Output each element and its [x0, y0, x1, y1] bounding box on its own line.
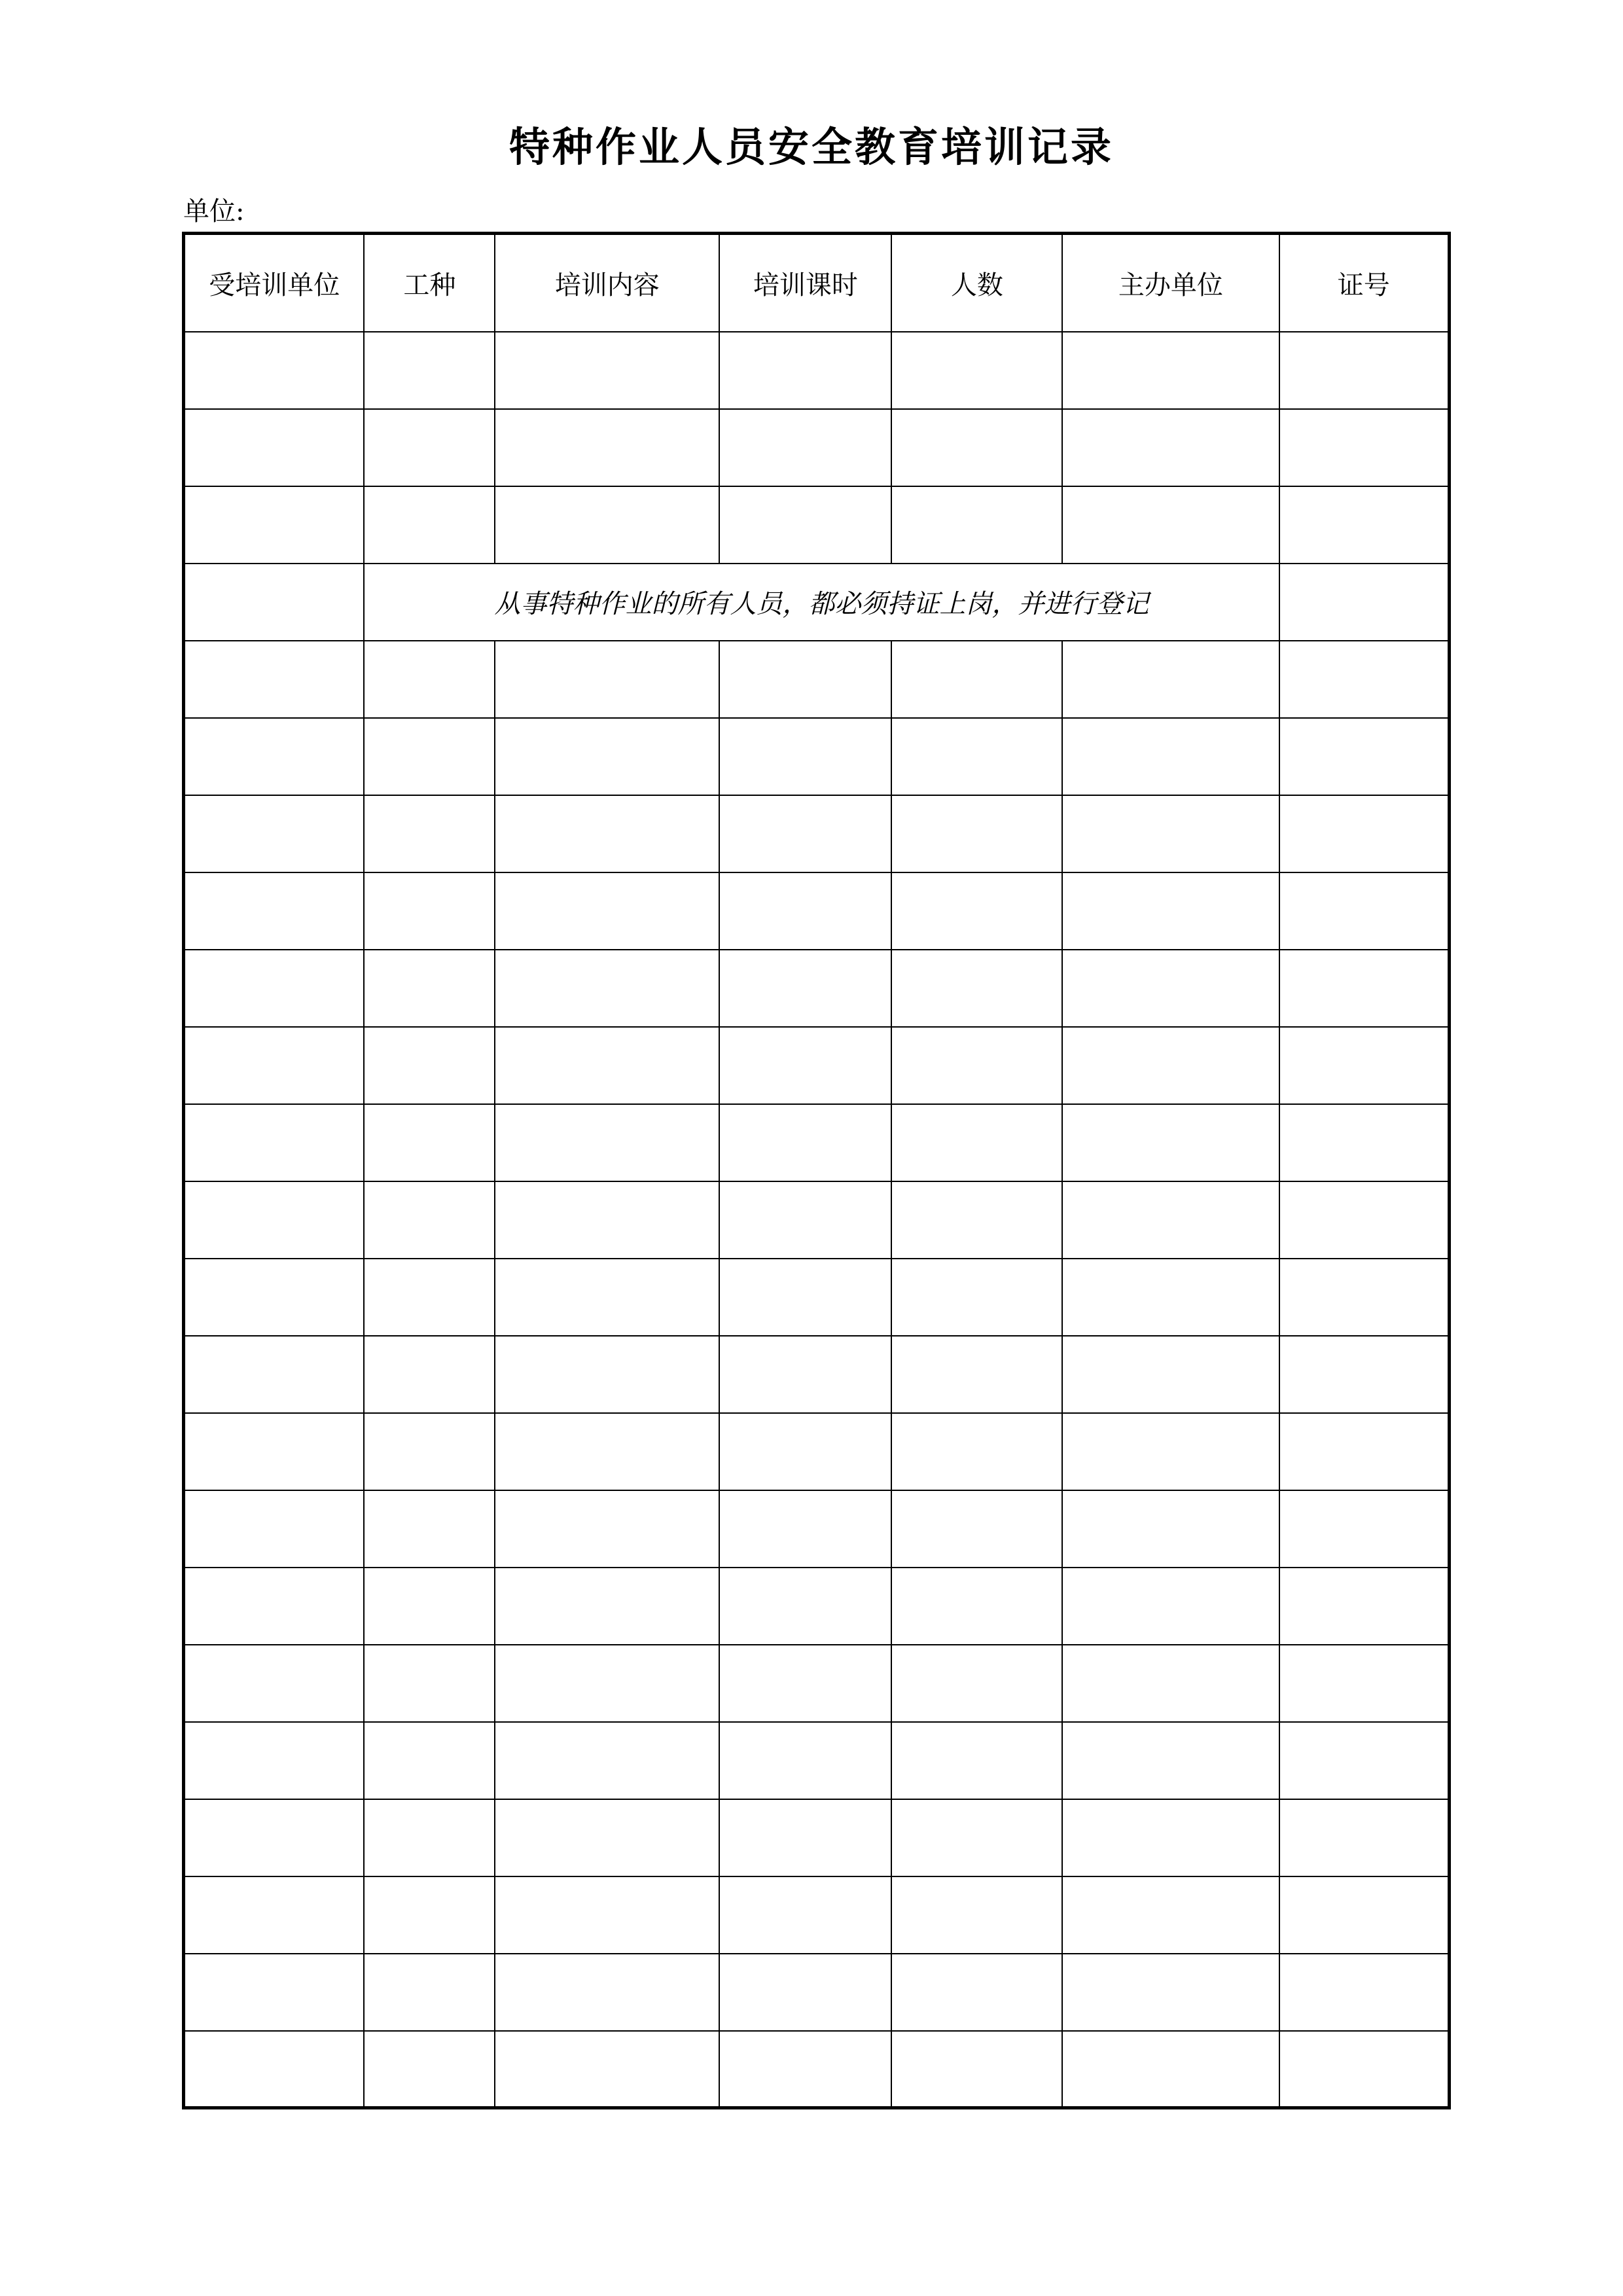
header-headcount: 人数	[891, 234, 1062, 332]
table-cell[interactable]	[1279, 486, 1450, 564]
table-cell[interactable]	[891, 1181, 1062, 1259]
table-cell[interactable]	[891, 332, 1062, 409]
table-cell[interactable]	[1279, 1490, 1450, 1568]
table-cell[interactable]	[719, 1259, 891, 1336]
table-cell[interactable]	[495, 1181, 719, 1259]
table-cell[interactable]	[495, 2031, 719, 2108]
table-cell[interactable]	[1279, 950, 1450, 1027]
table-cell[interactable]	[184, 1413, 365, 1490]
table-row	[184, 872, 1450, 950]
table-cell[interactable]	[364, 641, 495, 718]
table-row	[184, 332, 1450, 409]
table-cell[interactable]	[1279, 718, 1450, 795]
table-row	[184, 1490, 1450, 1568]
table-cell[interactable]	[1279, 1645, 1450, 1722]
table-cell[interactable]	[184, 564, 365, 641]
table-cell[interactable]	[184, 641, 365, 718]
table-cell[interactable]	[1279, 641, 1450, 718]
table-cell[interactable]	[1062, 332, 1279, 409]
table-cell[interactable]	[364, 1027, 495, 1104]
table-cell[interactable]	[1062, 1413, 1279, 1490]
table-row	[184, 1799, 1450, 1876]
table-cell[interactable]	[364, 1954, 495, 2031]
table-cell[interactable]	[495, 1799, 719, 1876]
table-cell[interactable]	[1279, 409, 1450, 486]
table-cell[interactable]	[495, 1027, 719, 1104]
table-cell[interactable]	[1062, 1799, 1279, 1876]
table-cell[interactable]	[719, 1181, 891, 1259]
table-cell[interactable]	[719, 718, 891, 795]
table-cell[interactable]	[891, 1259, 1062, 1336]
table-cell[interactable]	[719, 2031, 891, 2108]
table-cell[interactable]	[891, 1722, 1062, 1799]
table-cell[interactable]	[1062, 1645, 1279, 1722]
table-cell[interactable]	[1062, 795, 1279, 872]
header-certificate-no: 证号	[1279, 234, 1450, 332]
table-cell[interactable]	[1279, 795, 1450, 872]
table-cell[interactable]	[1062, 409, 1279, 486]
table-row	[184, 1722, 1450, 1799]
table-cell[interactable]	[1279, 1027, 1450, 1104]
table-cell[interactable]	[1062, 1876, 1279, 1954]
table-cell[interactable]	[1062, 1954, 1279, 2031]
table-cell[interactable]	[184, 1799, 365, 1876]
table-cell[interactable]	[184, 1722, 365, 1799]
table-cell[interactable]	[495, 718, 719, 795]
table-cell[interactable]	[1279, 564, 1450, 641]
header-trainee-unit: 受培训单位	[184, 234, 365, 332]
table-row	[184, 1568, 1450, 1645]
table-cell[interactable]	[495, 795, 719, 872]
table-cell[interactable]	[1279, 1259, 1450, 1336]
table-cell[interactable]	[184, 1259, 365, 1336]
table-cell[interactable]	[1062, 1259, 1279, 1336]
page-title: 特种作业人员安全教育培训记录	[508, 123, 1114, 171]
table-row	[184, 1645, 1450, 1722]
table-cell[interactable]	[495, 641, 719, 718]
table-cell[interactable]	[891, 872, 1062, 950]
table-cell[interactable]	[719, 641, 891, 718]
table-cell[interactable]	[184, 950, 365, 1027]
training-record-table	[182, 232, 1451, 2109]
table-row	[184, 641, 1450, 718]
table-cell[interactable]	[184, 1954, 365, 2031]
table-cell[interactable]	[364, 1181, 495, 1259]
table-row	[184, 718, 1450, 795]
table-cell[interactable]	[364, 1259, 495, 1336]
table-cell[interactable]	[891, 1954, 1062, 2031]
table-cell[interactable]	[719, 1722, 891, 1799]
table-cell[interactable]	[719, 1799, 891, 1876]
table-row	[184, 1181, 1450, 1259]
table-cell[interactable]	[364, 1722, 495, 1799]
table-cell[interactable]	[495, 1568, 719, 1645]
table-cell[interactable]	[1279, 1104, 1450, 1181]
table-cell[interactable]	[891, 1799, 1062, 1876]
table-cell[interactable]	[184, 332, 365, 409]
table-row	[184, 486, 1450, 564]
notice-text: 从事特种作业的所有人员，都必须持证上岗，并进行登记	[364, 564, 1279, 641]
table-cell[interactable]	[495, 332, 719, 409]
table-cell[interactable]	[364, 872, 495, 950]
table-cell[interactable]	[719, 409, 891, 486]
table-cell[interactable]	[364, 795, 495, 872]
table-cell[interactable]	[891, 1490, 1062, 1568]
table-cell[interactable]	[364, 1336, 495, 1413]
table-cell[interactable]	[495, 1490, 719, 1568]
table-cell[interactable]	[495, 1645, 719, 1722]
table-cell[interactable]	[891, 718, 1062, 795]
table-row	[184, 1336, 1450, 1413]
table-cell[interactable]	[719, 950, 891, 1027]
table-row	[184, 409, 1450, 486]
table-cell[interactable]	[891, 2031, 1062, 2108]
table-cell[interactable]	[719, 486, 891, 564]
table-cell[interactable]	[891, 409, 1062, 486]
table-cell[interactable]	[364, 1645, 495, 1722]
table-cell[interactable]	[184, 1027, 365, 1104]
table-cell[interactable]	[495, 1413, 719, 1490]
table-cell[interactable]	[719, 795, 891, 872]
table-cell[interactable]	[364, 1104, 495, 1181]
table-cell[interactable]	[719, 1645, 891, 1722]
table-cell[interactable]	[184, 1876, 365, 1954]
table-cell[interactable]	[184, 409, 365, 486]
table-cell[interactable]	[719, 1413, 891, 1490]
table-row	[184, 2031, 1450, 2108]
table-cell[interactable]	[1279, 1336, 1450, 1413]
header-training-hours: 培训课时	[719, 234, 891, 332]
table-cell[interactable]	[364, 1876, 495, 1954]
table-cell[interactable]	[1062, 950, 1279, 1027]
table-cell[interactable]	[1062, 1336, 1279, 1413]
table-cell[interactable]	[719, 1336, 891, 1413]
table-cell[interactable]	[891, 1645, 1062, 1722]
table-row	[184, 1259, 1450, 1336]
table-cell[interactable]	[364, 2031, 495, 2108]
unit-label: 单位:	[183, 196, 245, 226]
table-cell[interactable]	[1062, 1027, 1279, 1104]
table-cell[interactable]	[184, 1645, 365, 1722]
table-cell[interactable]	[719, 1027, 891, 1104]
table-cell[interactable]	[1062, 641, 1279, 718]
notice-row	[184, 564, 1450, 641]
table-cell[interactable]	[184, 718, 365, 795]
table-cell[interactable]	[184, 1104, 365, 1181]
table-cell[interactable]	[1279, 1568, 1450, 1645]
table-cell[interactable]	[184, 1568, 365, 1645]
table-cell[interactable]	[184, 2031, 365, 2108]
table-cell[interactable]	[891, 1876, 1062, 1954]
table-cell[interactable]	[891, 950, 1062, 1027]
table-cell[interactable]	[184, 486, 365, 564]
table-cell[interactable]	[184, 872, 365, 950]
table-cell[interactable]	[1279, 1722, 1450, 1799]
table-cell[interactable]	[495, 1336, 719, 1413]
table-cell[interactable]	[891, 1413, 1062, 1490]
table-cell[interactable]	[364, 1799, 495, 1876]
table-cell[interactable]	[495, 486, 719, 564]
table-cell[interactable]	[184, 1336, 365, 1413]
table-cell[interactable]	[1062, 1104, 1279, 1181]
table-cell[interactable]	[495, 950, 719, 1027]
table-body	[184, 332, 1450, 2108]
table-cell[interactable]	[891, 486, 1062, 564]
table-cell[interactable]	[719, 1876, 891, 1954]
table-cell[interactable]	[1062, 1181, 1279, 1259]
header-row	[184, 234, 1450, 332]
table-cell[interactable]	[364, 950, 495, 1027]
table-cell[interactable]	[1279, 872, 1450, 950]
table-cell[interactable]	[364, 1413, 495, 1490]
table-cell[interactable]	[1062, 718, 1279, 795]
table-cell[interactable]	[1279, 332, 1450, 409]
table-cell[interactable]	[364, 1490, 495, 1568]
table-cell[interactable]	[364, 1568, 495, 1645]
table-cell[interactable]	[1279, 1954, 1450, 2031]
table-cell[interactable]	[184, 1181, 365, 1259]
table-cell[interactable]	[1062, 1722, 1279, 1799]
table-cell[interactable]	[495, 1954, 719, 2031]
header-training-content: 培训内容	[495, 234, 719, 332]
header-organizer: 主办单位	[1062, 234, 1279, 332]
table-cell[interactable]	[184, 1490, 365, 1568]
table-cell[interactable]	[495, 1104, 719, 1181]
table-cell[interactable]	[891, 1336, 1062, 1413]
table-cell[interactable]	[364, 718, 495, 795]
table-cell[interactable]	[891, 1027, 1062, 1104]
table-cell[interactable]	[891, 641, 1062, 718]
table-cell[interactable]	[1279, 1413, 1450, 1490]
table-cell[interactable]	[1279, 1876, 1450, 1954]
header-job-type: 工种	[364, 234, 495, 332]
table-cell[interactable]	[1062, 872, 1279, 950]
table-cell[interactable]	[719, 872, 891, 950]
table-cell[interactable]	[495, 1876, 719, 1954]
table-cell[interactable]	[1279, 2031, 1450, 2108]
table-cell[interactable]	[719, 1568, 891, 1645]
table-cell[interactable]	[364, 332, 495, 409]
table-cell[interactable]	[719, 1954, 891, 2031]
table-cell[interactable]	[1279, 1799, 1450, 1876]
table-row	[184, 1876, 1450, 1954]
table-cell[interactable]	[1062, 2031, 1279, 2108]
table-row	[184, 1104, 1450, 1181]
table-cell[interactable]	[891, 1104, 1062, 1181]
table-cell[interactable]	[495, 1722, 719, 1799]
table-row	[184, 795, 1450, 872]
table-cell[interactable]	[364, 486, 495, 564]
table-row	[184, 1413, 1450, 1490]
table-row	[184, 950, 1450, 1027]
table-cell[interactable]	[719, 1104, 891, 1181]
table-cell[interactable]	[891, 795, 1062, 872]
table-row	[184, 1954, 1450, 2031]
table-cell[interactable]	[891, 1568, 1062, 1645]
table-cell[interactable]	[184, 795, 365, 872]
table-cell[interactable]	[1279, 1181, 1450, 1259]
table-cell[interactable]	[495, 409, 719, 486]
table-cell[interactable]	[1062, 486, 1279, 564]
table-cell[interactable]	[719, 332, 891, 409]
table-cell[interactable]	[495, 1259, 719, 1336]
table-cell[interactable]	[719, 1490, 891, 1568]
table-cell[interactable]	[364, 409, 495, 486]
table-cell[interactable]	[1062, 1568, 1279, 1645]
table-row	[184, 1027, 1450, 1104]
table-cell[interactable]	[495, 872, 719, 950]
table-cell[interactable]	[1062, 1490, 1279, 1568]
